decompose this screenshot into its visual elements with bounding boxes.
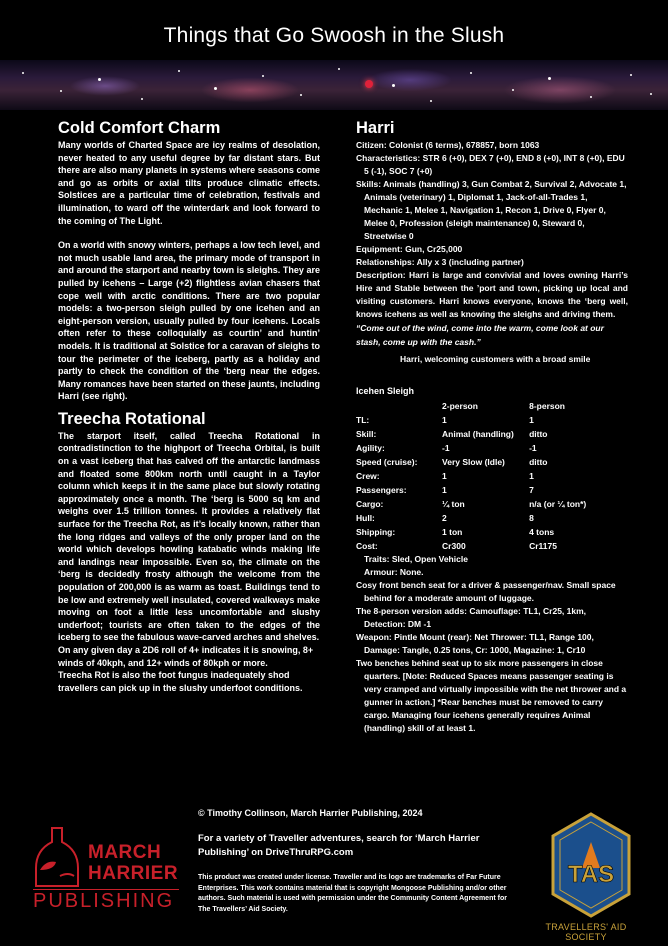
paragraph: Treecha Rot is also the foot fungus inadequately shod travellers can pick up in the slushy underfoot conditions. — [58, 670, 303, 693]
vehicle-row — [356, 441, 628, 455]
vehicle-cell: Hull: — [356, 513, 375, 523]
license-text: This product was created under license. Traveller and its logo are trademarks of Far Future Enterprises. This work contains material that is copyright Mongoose Publishing and/or other authors. Such material is used with permission under the Community Content Agreement for The Travellers’ Aid Society. — [198, 874, 507, 913]
stat-citizen: Citizen: Colonist (6 terms), 678857, born 1063 — [356, 140, 540, 150]
vehicle-row — [356, 469, 628, 483]
logo-text-march: MARCH — [88, 842, 162, 863]
vehicle-cell: Cost: — [356, 541, 378, 551]
vehicle-cell: 8 — [529, 513, 534, 523]
vehicle-cell: 1 — [442, 485, 447, 495]
left-column — [58, 118, 320, 694]
vehicle-cell: ¼ ton — [442, 499, 465, 509]
vehicle-cell: Agility: — [356, 443, 385, 453]
vehicle-cell: Crew: — [356, 471, 380, 481]
vehicle-cell: 2-person — [442, 401, 478, 411]
paragraph: On a world with snowy winters, perhaps a low tech level, and not much usable land area, the primary mode of transport in and around the starport and nearby town is sleighs. They are pulled by icehens – Large (+2) flightless avian chasers that cope well with arctic conditions. There are two popular models: a two-person sleigh pulled by one icehen and an eight-person version, usually pulled by four icehens. Locals often refer to these colloquially as courtin’ and huntin’ models. It is traditional at Solstice for a caravan of sleighs to tour the perimeter of the iceberg, partly as a holiday and partly to check the condition of the ‘berg near the edges. Many romances have been started on these jaunts, including Harri (see right). — [58, 240, 320, 402]
paragraph: The starport itself, called Treecha Rotational in contradistinction to the highport of Treecha Orbital, is built on a vast iceberg that has calved off the antarctic landmass and floated some 800km north until caught in a Taylor column which keeps it in the same place but slowly rotating approximately once a month. The ‘berg is 5000 sq km and weighs over 1.5 trillion tonnes. It provides a relatively flat surface for the Treecha Rot, as it’s locally known, rather than the long ridges and valleys of the only proper land on the world which develops howling katabatic winds making life and landings near impossible. Even so, the climate on the ‘berg is decidedly frosty although the welcome from the population of 200,000 is as warm as toast. Buildings tend to be low and extremely well insulated, covered walkways make moving on foot a little less uncomfortable and slushy underfoot; tourists are often taken to the edges of the iceberg to see the fabulous wave-carved arches and shelves. — [58, 430, 320, 643]
right-column — [356, 118, 628, 735]
vehicle-cell: 1 — [442, 471, 447, 481]
harri-quote: “Come out of the wind, come into the warm, come look at our stash, come up with the cash.” — [356, 323, 604, 347]
stat-equipment: Equipment: Gun, Cr25,000 — [356, 244, 463, 254]
section-title-treecha: Treecha Rotational — [58, 409, 206, 428]
vehicle-row — [356, 399, 628, 413]
vehicle-cell: 1 — [442, 415, 447, 425]
vehicle-cell: Cr1175 — [529, 541, 557, 551]
vehicle-cell: 4 tons — [529, 527, 555, 537]
logo-text-publishing: PUBLISHING — [33, 890, 175, 912]
vehicle-cell: 2 — [442, 513, 447, 523]
vehicle-cell: 1 ton — [442, 527, 463, 537]
starfield-banner — [0, 60, 668, 110]
vehicle-cell: Passengers: — [356, 485, 407, 495]
vehicle-paragraph: The 8-person version adds: Camouflage: TL1, Cr25, 1km, Detection: DM -1 — [356, 606, 587, 629]
vehicle-row — [356, 511, 628, 525]
stat-skills: Skills: Animals (handling) 3, Gun Combat 2, Survival 2, Advocate 1, Animals (veterinary) 1, Diplomat 1, Jack-of-all-Trades 1, Mechanic 1, Melee 1, Navigation 1, Recon 1, Drive 0, Flyer 0, Melee 0, Profession (sleigh maintenance) 0, Steward 0, Streetwise 0 — [356, 179, 627, 241]
vehicle-row — [356, 427, 628, 441]
vehicle-cell: Cargo: — [356, 499, 384, 509]
paragraph: Many worlds of Charted Space are icy realms of desolation, never heated to any useful degree by far distant stars. But there are also many planets in systems where seasons come and go as orbits or axial tilts produce climatic effects. Solstices are a particular time of celebration, festivals and illumination, to ward off the winterdark and look forward to the coming of The Light. — [58, 140, 320, 226]
logo-text-harrier: HARRIER — [88, 863, 179, 884]
paragraph: On any given day a 2D6 roll of 4+ indicates it is snowing, 8+ winds of 40kph, and 12+ winds of 80kph or more. — [58, 644, 314, 668]
vehicle-table — [356, 399, 628, 553]
vehicle-title: Icehen Sleigh — [356, 386, 415, 396]
march-harrier-bottle-icon — [30, 826, 88, 888]
section-title-cold-comfort: Cold Comfort Charm — [58, 119, 221, 137]
tas-letters: TAS — [567, 861, 615, 888]
vehicle-row — [356, 455, 628, 469]
vehicle-armour: Armour: None. — [364, 567, 424, 577]
vehicle-traits: Traits: Sled, Open Vehicle — [364, 554, 468, 564]
vehicle-cell: n/a (or ¼ ton*) — [529, 499, 587, 509]
vehicle-cell: TL: — [356, 415, 370, 425]
vehicle-cell: 1 — [529, 471, 534, 481]
stat-relationships: Relationships: Ally x 3 (including partner) — [356, 257, 524, 267]
vehicle-row — [356, 497, 628, 511]
vehicle-cell: -1 — [529, 443, 537, 453]
copyright-line: © Timothy Collinson, March Harrier Publishing, 2024 — [198, 808, 423, 818]
vehicle-cell: 1 — [529, 415, 534, 425]
vehicle-row — [356, 483, 628, 497]
vehicle-cell: Animal (handling) — [442, 429, 514, 439]
vehicle-cell: Cr300 — [442, 541, 466, 551]
vehicle-cell: Speed (cruise): — [356, 457, 418, 467]
vehicle-paragraph: Two benches behind seat up to six more passengers in close quarters. [Note: Reduced Spaces means passenger seating is very cramped and virtually impossible with the net thrower and a gunner in action.] *Rear benches must be removed to carry cargo. Managing four icehens generally requires Animal (handling) skill of at least 1. — [356, 658, 627, 733]
vehicle-cell: ditto — [529, 429, 548, 439]
vehicle-cell: 8-person — [529, 401, 565, 411]
vehicle-cell: ditto — [529, 457, 548, 467]
tas-name: TRAVELLERS' AID SOCIETY — [545, 922, 627, 942]
vehicle-cell: -1 — [442, 443, 450, 453]
vehicle-cell: Shipping: — [356, 527, 396, 537]
promo-text: For a variety of Traveller adventures, search for ‘March Harrier Publishing’ on DriveThruRPG.com — [198, 833, 480, 858]
quote-attribution: Harri, welcoming customers with a broad smile — [400, 354, 591, 364]
stat-characteristics: Characteristics: STR 6 (+0), DEX 7 (+0), END 8 (+0), INT 8 (+0), EDU 5 (-1), SOC 7 (+0) — [356, 153, 625, 176]
vehicle-paragraph: Cosy front bench seat for a driver & passenger/nav. Small space behind for a moderate amount of luggage. — [356, 580, 616, 603]
travellers-aid-society-logo — [550, 812, 632, 918]
vehicle-cell — [356, 399, 442, 413]
vehicle-paragraph: Weapon: Pintle Mount (rear): Net Thrower: TL1, Range 100, Damage: Tangle, 0.25 tons, Cr: 1000, Magazine: 1, Cr10 — [356, 632, 594, 655]
vehicle-row — [356, 539, 628, 553]
vehicle-cell: Very Slow (Idle) — [442, 457, 505, 467]
vehicle-cell: 7 — [529, 485, 534, 495]
page-title: Things that Go Swoosh in the Slush — [163, 24, 505, 47]
section-title-harri: Harri — [356, 119, 395, 137]
vehicle-row — [356, 413, 628, 427]
stat-description: Description: Harri is large and convivial and loves owning Harri’s Hire and Stable between the ’port and town, picking up local and visiting customers. Harri knows everyone, knows the ‘berg well, knows icehens as well as knowing the sleighs and driving them. — [356, 270, 628, 319]
vehicle-row — [356, 525, 628, 539]
vehicle-cell: Skill: — [356, 429, 377, 439]
